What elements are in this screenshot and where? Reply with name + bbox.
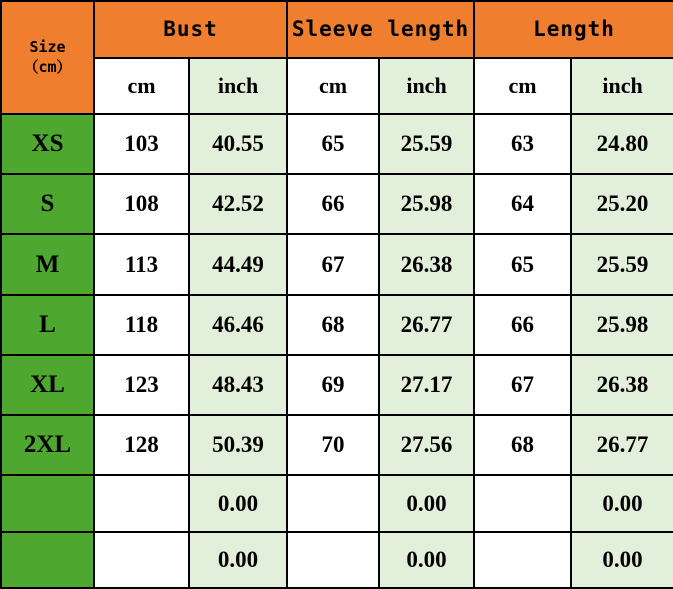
corner-header-line2: （cm） [23, 58, 72, 77]
cell-sleeve-inch: 27.17 [379, 355, 474, 415]
table-row [1, 355, 673, 415]
cell-sleeve-inch: 26.38 [379, 234, 474, 294]
cell-length-inch: 25.59 [571, 234, 673, 294]
cell-bust-cm: 123 [94, 355, 189, 415]
cell-bust-inch: 0.00 [189, 532, 287, 588]
cell-length-inch: 26.77 [571, 415, 673, 475]
table-row [1, 234, 673, 294]
cell-sleeve-cm: 65 [287, 114, 379, 174]
cell-bust-inch: 40.55 [189, 114, 287, 174]
cell-bust-inch: 48.43 [189, 355, 287, 415]
cell-sleeve-inch: 26.77 [379, 295, 474, 355]
table-header-row-units [1, 58, 673, 114]
cell-length-cm: 66 [474, 295, 571, 355]
table-row [1, 295, 673, 355]
unit-header-sleeve-inch: inch [379, 58, 474, 114]
corner-header-size [1, 1, 94, 114]
group-header-length: Length [474, 1, 673, 58]
group-header-sleeve-length: Sleeve length [287, 1, 474, 58]
table-row [1, 475, 673, 531]
cell-length-cm: 65 [474, 234, 571, 294]
cell-sleeve-inch: 25.59 [379, 114, 474, 174]
unit-header-bust-cm: cm [94, 58, 189, 114]
cell-bust-cm [94, 475, 189, 531]
cell-sleeve-inch: 0.00 [379, 475, 474, 531]
size-label: M [1, 234, 94, 294]
cell-length-cm: 64 [474, 174, 571, 234]
cell-sleeve-cm [287, 532, 379, 588]
cell-bust-cm: 128 [94, 415, 189, 475]
size-label [1, 532, 94, 588]
table-row [1, 415, 673, 475]
cell-length-cm: 67 [474, 355, 571, 415]
cell-bust-inch: 42.52 [189, 174, 287, 234]
cell-sleeve-cm: 68 [287, 295, 379, 355]
cell-length-inch: 26.38 [571, 355, 673, 415]
cell-sleeve-inch: 27.56 [379, 415, 474, 475]
cell-length-cm [474, 475, 571, 531]
unit-header-bust-inch: inch [189, 58, 287, 114]
cell-bust-inch: 44.49 [189, 234, 287, 294]
table-row [1, 532, 673, 588]
corner-header-line1: Size [29, 38, 66, 57]
unit-header-length-cm: cm [474, 58, 571, 114]
cell-sleeve-inch: 25.98 [379, 174, 474, 234]
cell-bust-cm [94, 532, 189, 588]
unit-header-sleeve-cm: cm [287, 58, 379, 114]
cell-bust-cm: 108 [94, 174, 189, 234]
cell-length-inch: 0.00 [571, 532, 673, 588]
cell-bust-inch: 0.00 [189, 475, 287, 531]
cell-length-cm [474, 532, 571, 588]
size-label: XS [1, 114, 94, 174]
table-row [1, 174, 673, 234]
size-label: 2XL [1, 415, 94, 475]
cell-length-inch: 25.98 [571, 295, 673, 355]
cell-length-inch: 24.80 [571, 114, 673, 174]
cell-sleeve-cm: 66 [287, 174, 379, 234]
table-row [1, 114, 673, 174]
table-header-row-groups [1, 1, 673, 58]
size-label: XL [1, 355, 94, 415]
size-label [1, 475, 94, 531]
cell-bust-cm: 113 [94, 234, 189, 294]
cell-sleeve-cm: 67 [287, 234, 379, 294]
cell-bust-inch: 50.39 [189, 415, 287, 475]
cell-length-cm: 68 [474, 415, 571, 475]
size-label: L [1, 295, 94, 355]
cell-length-inch: 25.20 [571, 174, 673, 234]
cell-sleeve-cm: 70 [287, 415, 379, 475]
cell-bust-cm: 103 [94, 114, 189, 174]
cell-length-cm: 63 [474, 114, 571, 174]
cell-length-inch: 0.00 [571, 475, 673, 531]
cell-sleeve-cm [287, 475, 379, 531]
size-label: S [1, 174, 94, 234]
cell-bust-inch: 46.46 [189, 295, 287, 355]
cell-sleeve-cm: 69 [287, 355, 379, 415]
cell-sleeve-inch: 0.00 [379, 532, 474, 588]
cell-bust-cm: 118 [94, 295, 189, 355]
group-header-bust: Bust [94, 1, 287, 58]
unit-header-length-inch: inch [571, 58, 673, 114]
